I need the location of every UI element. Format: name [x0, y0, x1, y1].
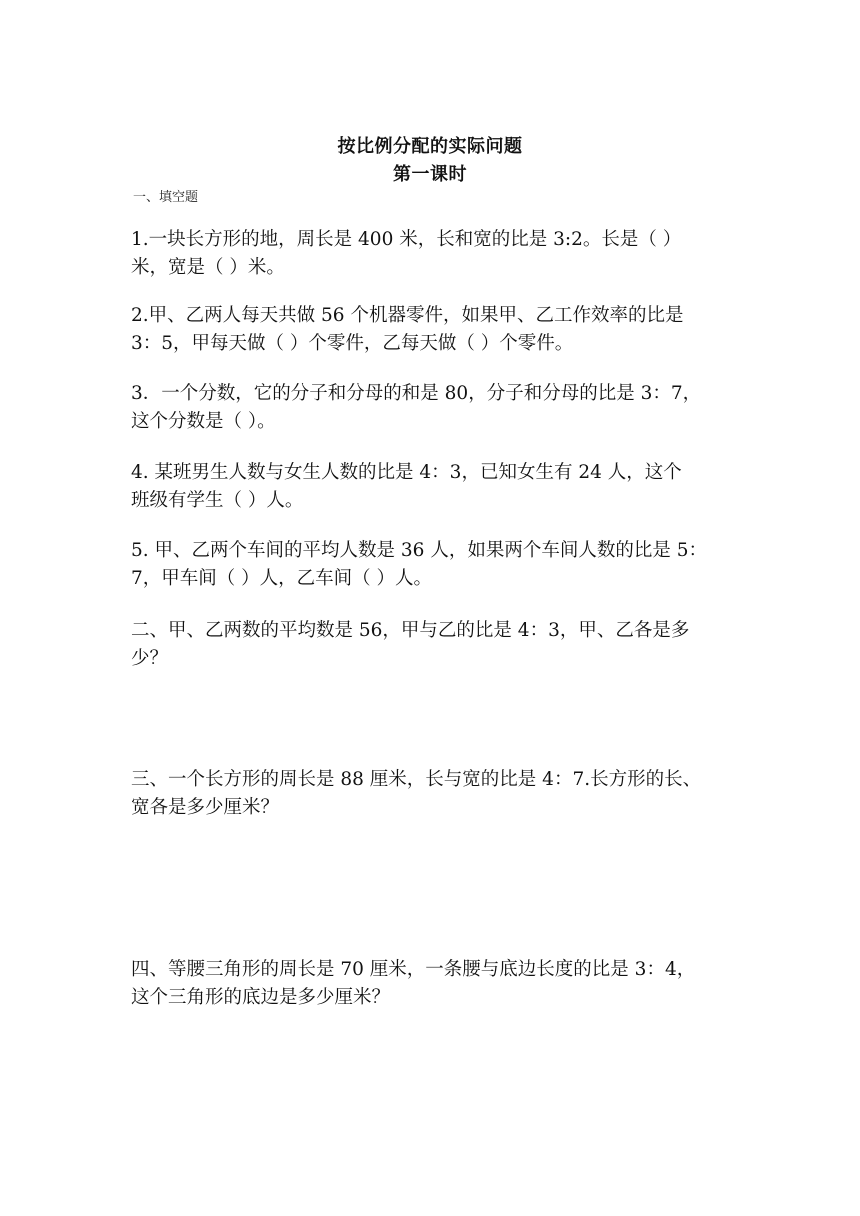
question-2-line-1: 2.甲、乙两人每天共做 56 个机器零件，如果甲、乙工作效率的比是: [131, 305, 684, 326]
question-5-line-1: 5. 甲、乙两个车间的平均人数是 36 人，如果两个车间人数的比是 5：: [131, 540, 707, 561]
question-4-line-2: 班级有学生（ ）人。: [131, 490, 304, 511]
problem-3: [131, 766, 733, 822]
question-1: [131, 226, 733, 282]
question-2-line-2: 3：5，甲每天做（ ）个零件，乙每天做（ ）个零件。: [131, 333, 574, 354]
problem-4-line-1: 四、等腰三角形的周长是 70 厘米，一条腰与底边长度的比是 3：4，: [131, 959, 696, 980]
problem-4: [131, 956, 733, 1012]
question-4-line-1: 4. 某班男生人数与女生人数的比是 4：3，已知女生有 24 人，这个: [131, 462, 682, 483]
problem-3-line-1: 三、一个长方形的周长是 88 厘米，长与宽的比是 4：7.长方形的长、: [131, 769, 702, 790]
question-3: [131, 380, 733, 436]
question-2: [131, 302, 733, 358]
question-1-line-2: 米，宽是（ ）米。: [131, 257, 285, 278]
question-3-line-1: 3．一个分数，它的分子和分母的和是 80，分子和分母的比是 3：7，: [131, 383, 702, 404]
question-5: [131, 537, 733, 593]
problem-2-line-1: 二、甲、乙两数的平均数是 56，甲与乙的比是 4：3，甲、乙各是多: [131, 620, 690, 641]
section-heading-fill-in: 一、填空题: [133, 190, 199, 205]
problem-2: [131, 617, 733, 673]
problem-4-line-2: 这个三角形的底边是多少厘米？: [131, 987, 391, 1008]
problem-2-line-2: 少？: [131, 648, 169, 669]
question-1-line-1: 1.一块长方形的地，周长是 400 米，长和宽的比是 3:2。长是（ ）: [131, 229, 682, 250]
page-title: 按比例分配的实际问题: [337, 136, 523, 157]
question-5-line-2: 7，甲车间（ ）人，乙车间（ ）人。: [131, 568, 433, 589]
problem-3-line-2: 宽各是多少厘米？: [131, 797, 280, 818]
question-4: [131, 459, 733, 515]
question-3-line-2: 这个分数是（ ）。: [131, 411, 276, 432]
page-subtitle: 第一课时: [393, 164, 467, 185]
